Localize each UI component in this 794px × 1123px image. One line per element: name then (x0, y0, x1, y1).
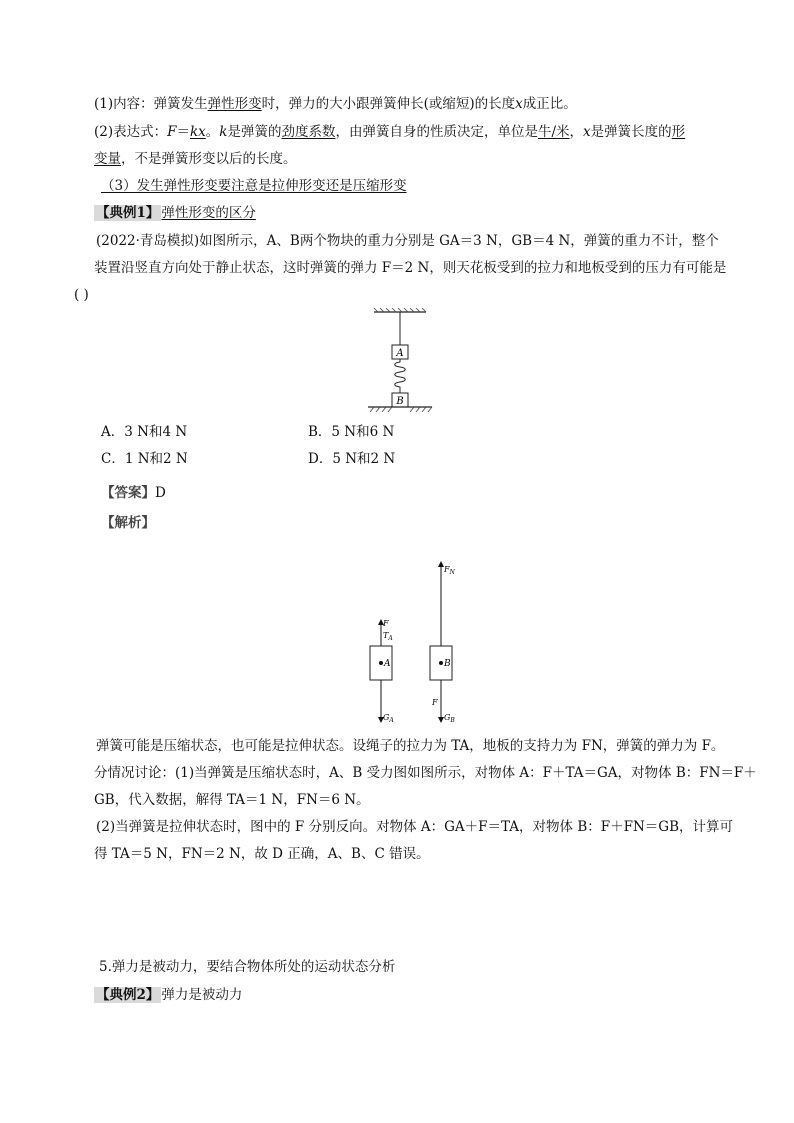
law-expression-line-2 (94, 150, 297, 168)
law-expression-line (94, 123, 685, 141)
formula-part: F (167, 124, 177, 140)
variable-x: x (583, 124, 591, 140)
formula-underlined: kx (190, 124, 206, 140)
text: 。 (205, 124, 220, 140)
underlined-term: 牛/米 (537, 124, 570, 140)
stem-line-1: (2022·青岛模拟)如图所示，A、B两个物块的重力分别是 GA＝3 N，GB＝4 N，弹簧的重力不计，整个 (96, 233, 719, 249)
analysis-line-1: 弹簧可能是压缩状态，也可能是拉伸状态。设绳子的拉力为 TA，地板的支持力为 FN，弹簧的弹力为 F。 (96, 738, 725, 754)
variable-k: k (219, 124, 228, 140)
block-b-label: B (396, 396, 404, 407)
spring (395, 359, 406, 393)
option-a: A．3 N和4 N (101, 424, 188, 440)
fbd-b-label: B (444, 659, 451, 669)
fbd-gb-label: $G_B$ (444, 713, 455, 724)
underlined-term: 弹性形变 (207, 96, 262, 112)
example-title: 弹力是被动力 (161, 987, 243, 1003)
underlined-term: 形 (671, 124, 686, 140)
analysis-line-4: (2)当弹簧是拉伸状态时，图中的 F 分别反向。对物体 A：GA＋F＝TA，对物体 B：F＋FN＝GB，计算可 (96, 819, 733, 835)
text: ，不是弹簧形变以后的长度。 (121, 151, 297, 167)
example1-heading (94, 204, 256, 222)
fbd-f-label: F (383, 619, 389, 628)
text: ， (569, 124, 584, 140)
content-text: 成正比。 (522, 96, 577, 112)
spring-setup-figure (360, 308, 440, 412)
text: 是弹簧的 (227, 124, 282, 140)
fbd-ga-label: $G_A$ (383, 713, 394, 724)
content-text: 弹簧发生 (153, 96, 208, 112)
example-title: 弹性形变的区分 (161, 205, 256, 221)
analysis-line-5: 得 TA＝5 N，FN＝2 N，故 D 正确，A、B、C 错误。 (94, 846, 430, 862)
fbd-f2-label: F (432, 698, 438, 707)
analysis-tag: 【解析】 (101, 515, 155, 531)
fbd-a-label: A (384, 659, 391, 669)
formula-part: ＝ (176, 124, 190, 140)
law-content-line (94, 95, 577, 113)
option-d: D．5 N和2 N (308, 451, 396, 467)
underlined-term: 变量 (94, 151, 121, 167)
stem-line-2: 装置沿竖直方向处于静止状态，这时弹簧的弹力 F＝2 N，则天花板受到的拉力和地板受到的压力有可能是 (94, 260, 727, 276)
analysis-line-2: 分情况讨论：(1)当弹簧是压缩状态时，A、B 受力图如图所示，对物体 A：F＋TA＝GA，对物体 B：FN＝F＋ (94, 765, 757, 781)
block-a-label: A (396, 348, 404, 359)
answer-line (101, 484, 166, 502)
answer-tag: 【答案】 (101, 485, 155, 501)
analysis-line-3: GB，代入数据，解得 TA＝1 N，FN＝6 N。 (94, 792, 370, 808)
expression-label: (2)表达式： (94, 124, 168, 140)
note-3: （3）发生弹性形变要注意是拉伸形变还是压缩形变 (101, 178, 407, 194)
free-body-diagram (358, 558, 468, 728)
option-b: B．5 N和6 N (308, 424, 395, 440)
content-label: (1)内容： (94, 96, 154, 112)
underlined-term: 劲度系数 (281, 124, 336, 140)
fbd-fn-label: $F_N$ (444, 565, 455, 576)
variable-x: x (515, 96, 523, 112)
example-tag: 【典例1】 (96, 205, 160, 221)
section-5-heading: 5.弹力是被动力，要结合物体所处的运动状态分析 (99, 959, 396, 975)
text: 是弹簧长度的 (590, 124, 672, 140)
option-c: C．1 N和2 N (101, 451, 188, 467)
text: ，由弹簧自身的性质决定，单位是 (335, 124, 538, 140)
stem-line-3: ( ) (74, 287, 89, 303)
fbd-ta-label: $T_A$ (383, 631, 393, 642)
example2-heading (94, 986, 242, 1004)
content-text: 时，弹力的大小跟弹簧伸长(或缩短)的长度 (261, 96, 516, 112)
answer-value: D (155, 485, 166, 501)
example-tag: 【典例2】 (96, 987, 160, 1003)
